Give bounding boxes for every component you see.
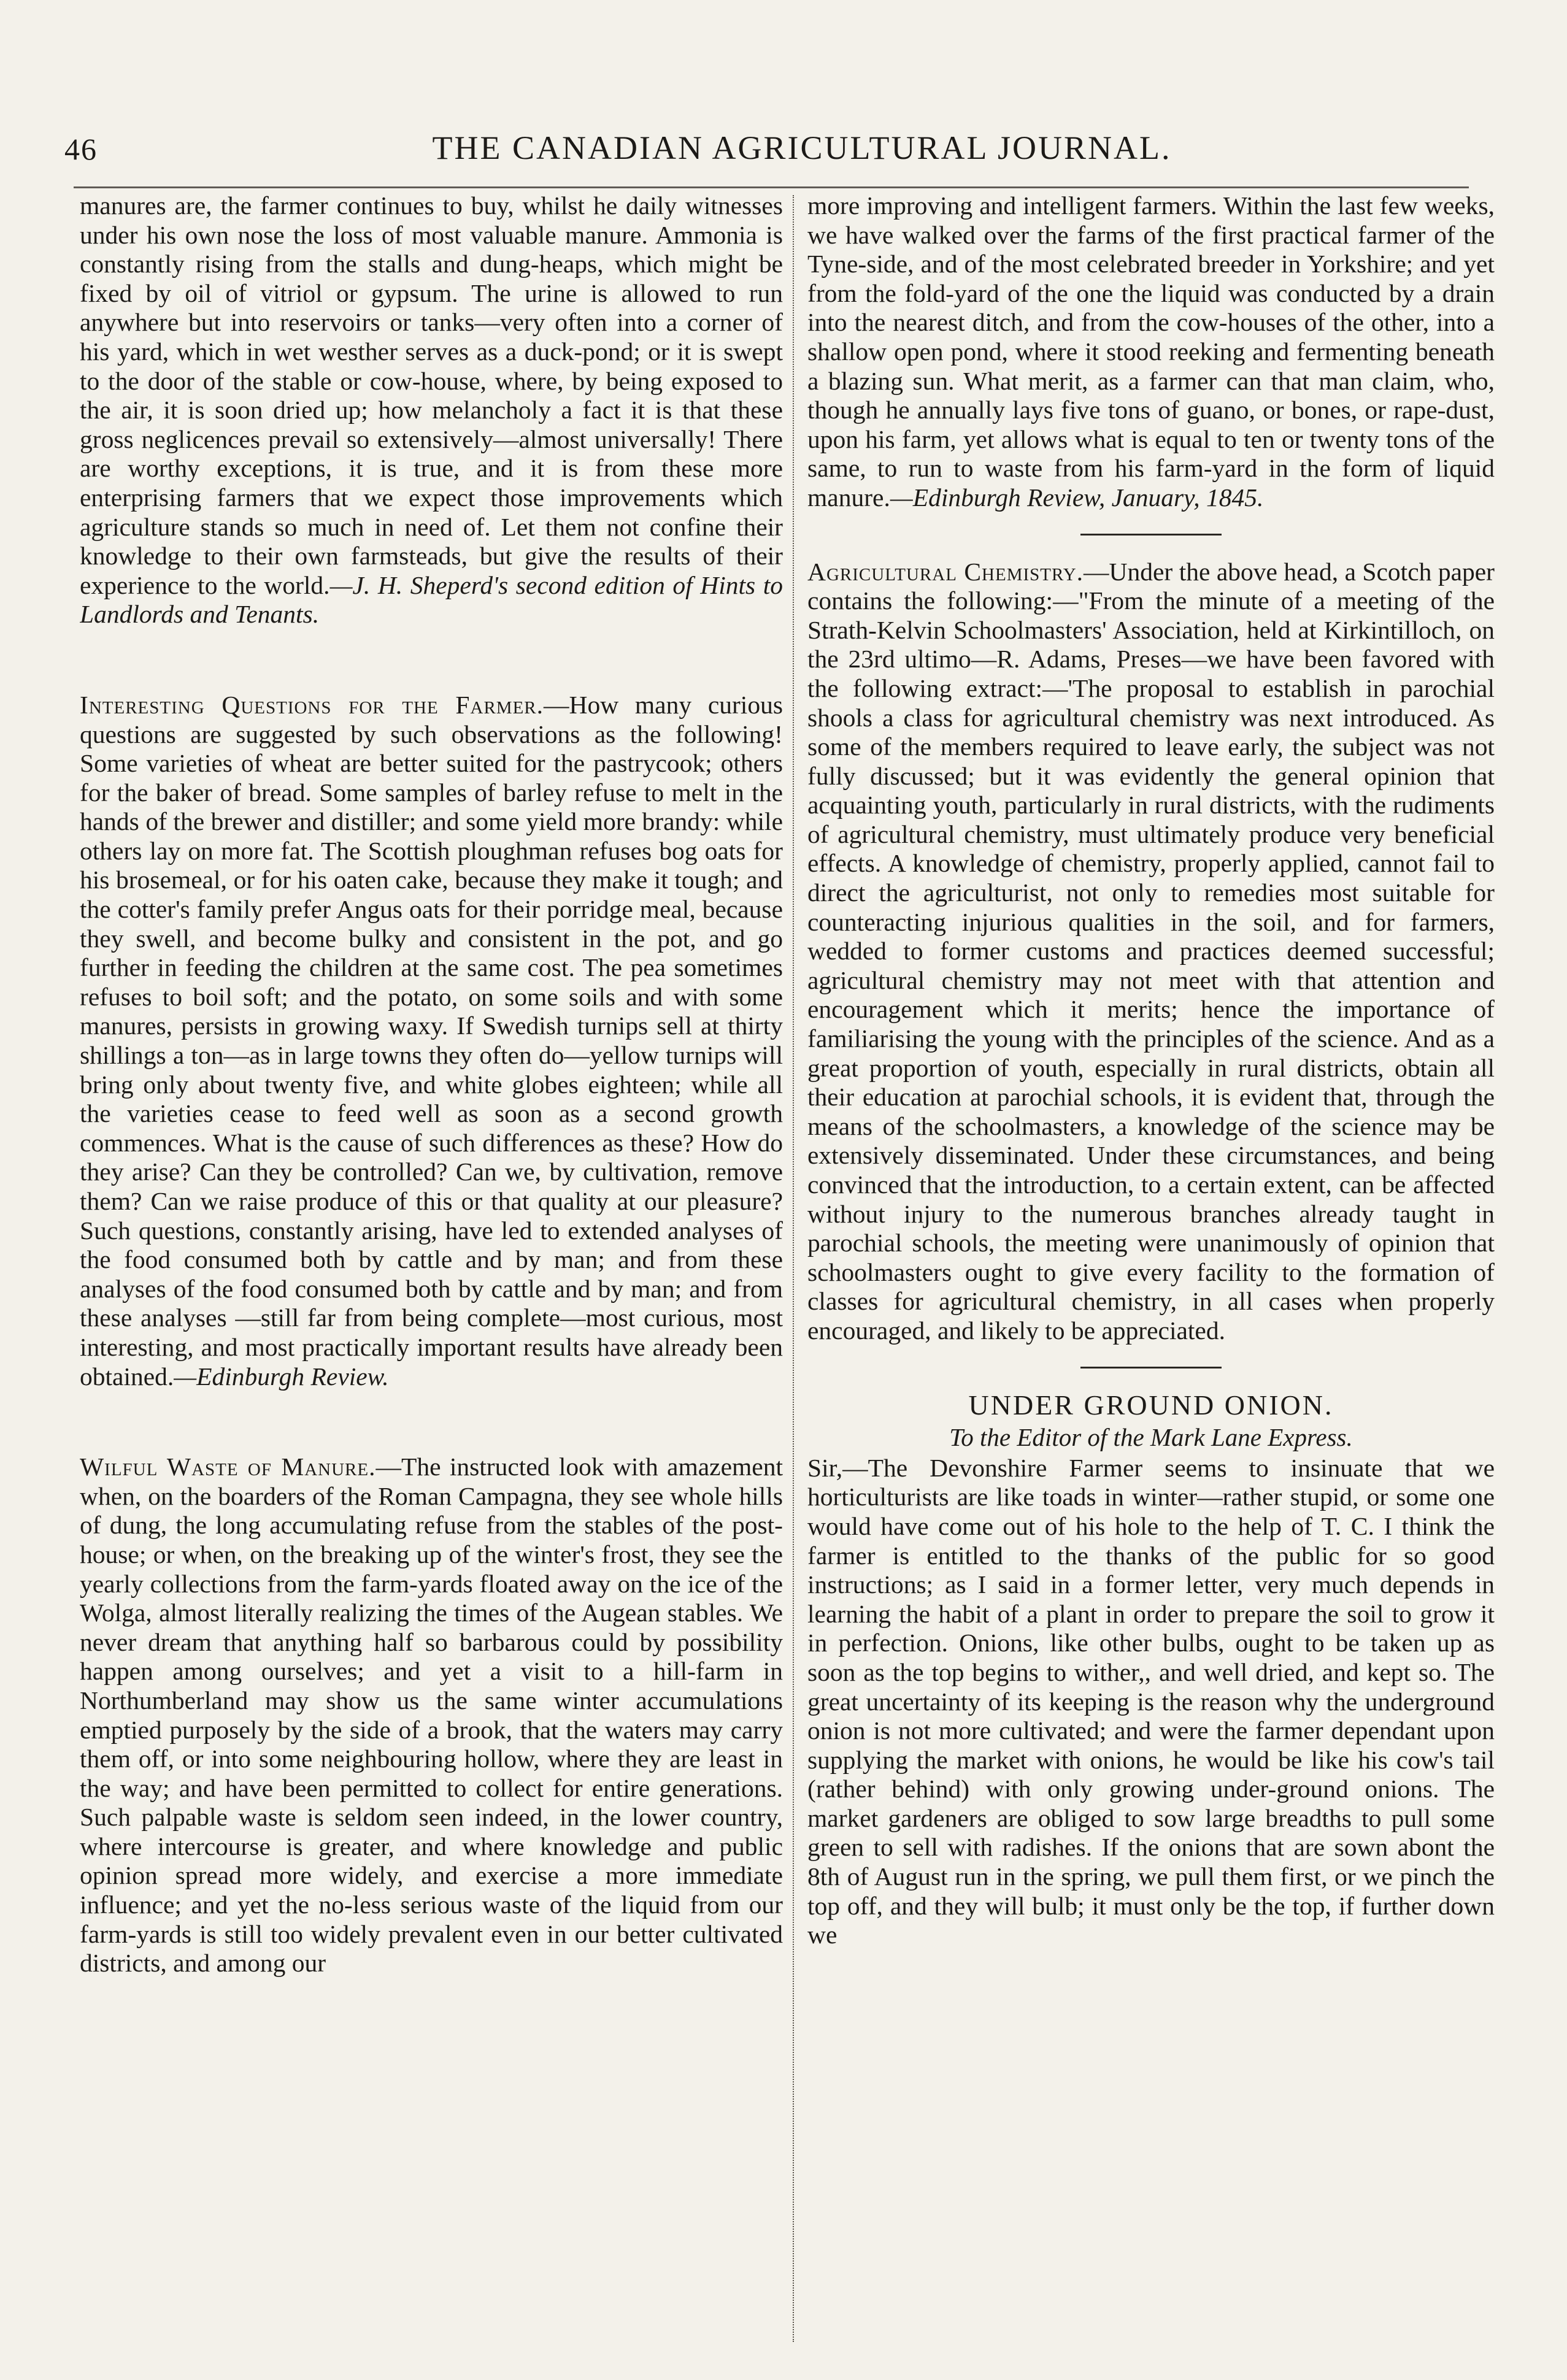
left-column <box>80 191 783 2351</box>
article-text: —How many curious questions are suggested by such observations as the following! Some varieties of wheat are better suited for the pastrycook; others for the baker of bread. Some samples of barley refuse to melt in the hands of the brewer and distiller; and some yield more brandy: while others lay on more fat. The Scottish ploughman refuses bog oats for his brosemeal, or for his oaten cake, because they make it tough; and the cotter's family prefer Angus oats for their porridge meal, because they swell, and become bulky and consistent in the pot, and go further in feeding the children at the same cost. The pea sometimes refuses to boil soft; and the potato, on some soils and with some manures, persists in growing waxy. If Swedish turnips sell at thirty shillings a ton—as in large towns they often do—yellow turnips will bring only about twenty five, and white globes eighteen; while all the varieties cease to feed well as soon as a second growth commences. What is the cause of such differences as these? How do they arise? Can they be controlled? Can we, by cultivation, remove them? Can we raise produce of this or that quality at our pleasure? Such questions, constantly arising, have led to extended analyses of the food consumed both by cattle and by man; and from these analyses of the food consumed both by cattle and by man; and from these analyses —still far from being complete—most curious, most interesting, and most practically important results have already been obtained. <box>80 690 783 1391</box>
article-heading: UNDER GROUND ONION. <box>968 1389 1334 1421</box>
article-text: manures are, the farmer continues to buy, whilst he daily witnesses under his own nose the loss of most valuable manure. Ammonia is constantly rising from the stalls and dung-heaps, which might be fixed by oil of vitriol or gypsum. The urine is allowed to run anywhere but into reservoirs or tanks—very often into a corner of his yard, which in wet westher serves as a duck-pond; or it is swept to the door of the stable or cow-house, where, by being exposed to the air, it is soon dried up; how melancholy a fact it is that these gross neglicences prevail so extensively—almost universally! There are worthy exceptions, it is true, and it is from these more enterprising farmers that we expect those improvements which agriculture stands so much in need of. Let them not confine their knowledge to their own farmsteads, but give the results of their experience to the world. <box>80 191 783 599</box>
running-title: THE CANADIAN AGRICULTURAL JOURNAL. <box>432 129 1172 166</box>
column-divider <box>793 195 794 2342</box>
article-text: more improving and intelligent farmers. Within the last few weeks, we have walked over the farms of the first practical farmer of the Tyne-side, and of the most celebrated breeder in Yorkshire; and yet from the fold-yard of the one the liquid was conducted by a drain into the nearest ditch, and from the cow-houses of the other, into a shallow open pond, where it stood reeking and fermenting beneath a blazing sun. What merit, as a farmer can that man claim, who, though he annually lays five tons of guano, or bones, or rape-dust, upon his farm, yet allows what is equal to ten or twenty tons of the same, to run to waste from his farm-yard in the form of liquid manure. <box>807 191 1495 512</box>
article-interesting-questions <box>80 691 783 1391</box>
header-rule <box>74 186 1469 188</box>
article-under-ground-onion <box>807 1391 1495 1950</box>
article-body <box>807 558 1495 1346</box>
article-body <box>80 191 783 629</box>
section-separator <box>1080 1367 1222 1368</box>
right-column <box>807 191 1495 2351</box>
article-title: Wilful Waste of Manure. <box>80 1453 376 1481</box>
section-separator <box>1080 534 1222 536</box>
article-source: —Edinburgh Review, January, 1845. <box>890 483 1264 512</box>
article-title: Agricultural Chemistry. <box>807 557 1084 586</box>
article-text: —The instructed look with amazement when, on the boarders of the Roman Campagna, they see whole hills of dung, the long accumulating refuse from the stables of the post-house; or when, on the breaking up of the winter's frost, they see the yearly collections from the farm-yards floated away on the ice of the Wolga, almost literally realizing the times of the Augean stables. We never dream that anything half so barbarous could by possibility happen among ourselves; and yet a visit to a hill-farm in Northumberland may show us the same winter accumulations emptied purposely by the side of a brook, that the waters may carry them off, or into some neighbouring hollow, where they are least in the way; and have been permitted to collect for entire generations. Such palpable waste is seldom seen indeed, in the lower country, where intercourse is greater, and where knowledge and public opinion spread more widely, and exercise a more immediate influence; and yet the no-less serious waste of the liquid from our farm-yards is still too widely prevalent even in our better cultivated districts, and among our <box>80 1453 783 1978</box>
article-body <box>80 691 783 1391</box>
article-body <box>807 191 1495 513</box>
article-body <box>807 1454 1495 1950</box>
article-subheading: To the Editor of the Mark Lane Express. <box>949 1423 1353 1452</box>
article-text: —Under the above head, a Scotch paper contains the following:—"From the minute of a meeting of the Strath-Kelvin Schoolmasters' Association, held at Kirkintilloch, on the 23rd ultimo—R. Adams, Preses—we have been favored with the following extract:—'The proposal to establish in parochial shools a class for agricultural chemistry was next introduced. As some of the members required to leave early, the subject was not fully discussed; but it was evidently the general opinion that acquainting youth, particularly in rural districts, with the rudiments of agricultural chemistry, must ultimately produce very beneficial effects. A knowledge of chemistry, properly applied, cannot fail to direct the agriculturist, not only to remedies most suitable for counteracting injurious qualities in the soil, and for farmers, wedded to former customs and practices deemed successful; agricultural chemistry may not meet with that attention and encouragement which it merits; hence the importance of familiarising the young with the principles of the science. And as a great proportion of youth, especially in rural districts, obtain all their education at parochial schools, it is evident that, through the means of the schoolmasters, a knowledge of the science may be extensively disseminated. Under these circumstances, and being convinced that the introduction, to a certain extent, can be affected without injury to the numerous branches already taught in parochial schools, the meeting were unanimously of opinion that schoolmasters ought to give every facility to the formation of classes for agricultural chemistry, in all cases when properly encouraged, and likely to be appreciated. <box>807 557 1495 1345</box>
article-title: Interesting Questions for the Farmer. <box>80 690 544 719</box>
article-wilful-waste <box>80 1453 783 1978</box>
article-source: —Edinburgh Review. <box>174 1362 389 1391</box>
article-continuation-right <box>807 191 1495 513</box>
article-source: —J. H. Sheperd's second edition of Hints to Landlords and Tenants. <box>80 570 783 629</box>
article-body <box>80 1453 783 1978</box>
article-text: Sir,—The Devonshire Farmer seems to insinuate that we horticulturists are like toads in winter—rather stupid, or some one would have come out of his hole to the help of T. C. I think the farmer is entitled to the thanks of the public for so good instructions; as I said in a former letter, very much depends in learning the habit of a plant in order to prepare the soil to grow it in perfection. Onions, like other bulbs, ought to be taken up as soon as the top begins to wither,, and well dried, and kept so. The great uncertainty of its keeping is the reason why the underground onion is not more cultivated; and were the farmer dependant upon supplying the market with onions, he would be like his cow's tail (rather behind) with only growing under-ground onions. The market gardeners are obliged to sow large breadths to pull some green to sell with radishes. If the onions that are sown abont the 8th of August run in the spring, we pull them first, or we pinch the top off, and they will bulb; it must only be the top, if further down we <box>807 1453 1495 1949</box>
article-agricultural-chemistry <box>807 558 1495 1346</box>
article-continuation-left <box>80 191 783 629</box>
page-number: 46 <box>64 132 98 166</box>
